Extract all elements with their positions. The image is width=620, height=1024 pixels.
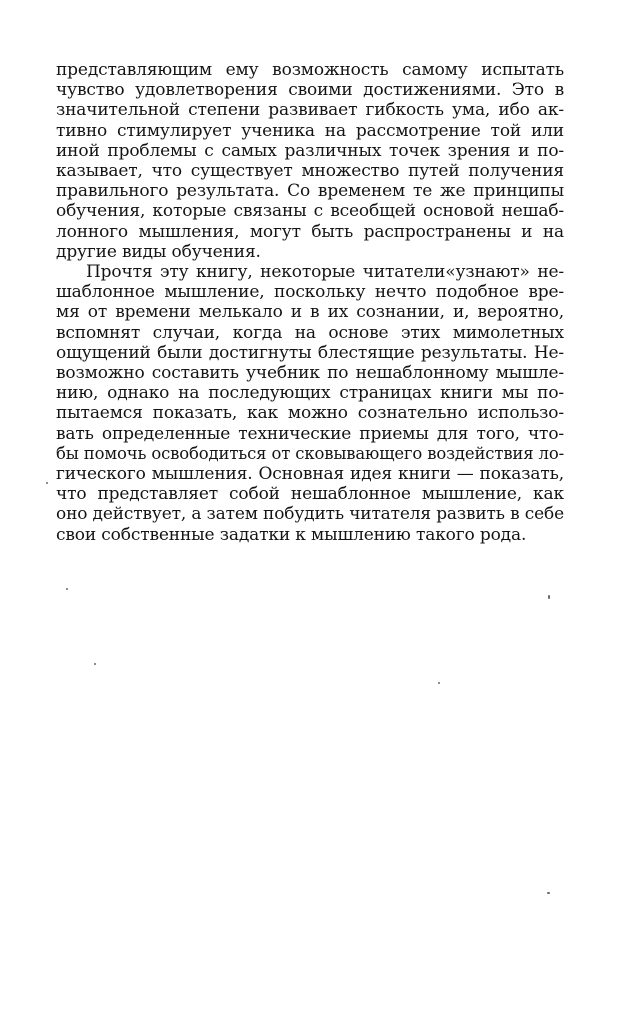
paragraph-1 [56, 60, 564, 262]
text-line: ощущений были достигнуты блестящие результаты. Не- [56, 342, 564, 363]
text-line: что представляет собой нешаблонное мышление, как [56, 484, 564, 505]
scan-speck [66, 588, 68, 590]
paragraph-2 [56, 262, 564, 545]
text-line: вспомнят случаи, когда на основе этих мимолетных [56, 322, 564, 343]
text-line: вать определенные технические приемы для того, что- [56, 423, 564, 444]
page-text [56, 60, 564, 545]
text-line: тивно стимулирует ученика на рассмотрение той или [56, 120, 564, 141]
text-line: правильного результата. Со временем те же принципы [56, 181, 564, 202]
text-line: обучения, которые связаны с всеобщей основой нешаб- [56, 201, 564, 222]
text-line: казывает, что существует множество путей получения [56, 161, 564, 182]
text-line: гического мышления. Основная идея книги — показать, [56, 464, 564, 485]
scan-speck [438, 682, 440, 684]
text-line: представляющим ему возможность самому испытать [56, 60, 564, 80]
scan-speck [547, 892, 550, 894]
text-line: лонного мышления, могут быть распространены и на [56, 221, 564, 242]
scan-speck [94, 663, 96, 665]
scan-speck [46, 482, 48, 484]
text-line: оно действует, а затем побудить читателя развить в себе [56, 504, 564, 525]
text-line: Прочтя эту книгу, некоторые читатели«узнают» не- [86, 262, 564, 283]
text-line: нию, однако на последующих страницах книги мы по- [56, 383, 564, 404]
text-line: другие виды обучения. [56, 241, 261, 262]
text-line: возможно составить учебник по нешаблонному мышле- [56, 363, 564, 384]
text-line: иной проблемы с самых различных точек зрения и по- [56, 140, 564, 161]
text-line: мя от времени мелькало и в их сознании, и, вероятно, [56, 302, 564, 323]
text-line: чувство удовлетворения своими достижениями. Это в [56, 80, 564, 101]
text-line: значительной степени развивает гибкость ума, ибо ак- [56, 100, 564, 121]
scan-speck [548, 595, 550, 599]
text-line: шаблонное мышление, поскольку нечто подобное вре- [56, 282, 564, 303]
text-line: бы помочь освободиться от сковывающего воздействия ло- [56, 443, 565, 464]
text-line: свои собственные задатки к мышлению такого рода. [56, 524, 527, 545]
text-line: пытаемся показать, как можно сознательно использо- [56, 403, 564, 424]
